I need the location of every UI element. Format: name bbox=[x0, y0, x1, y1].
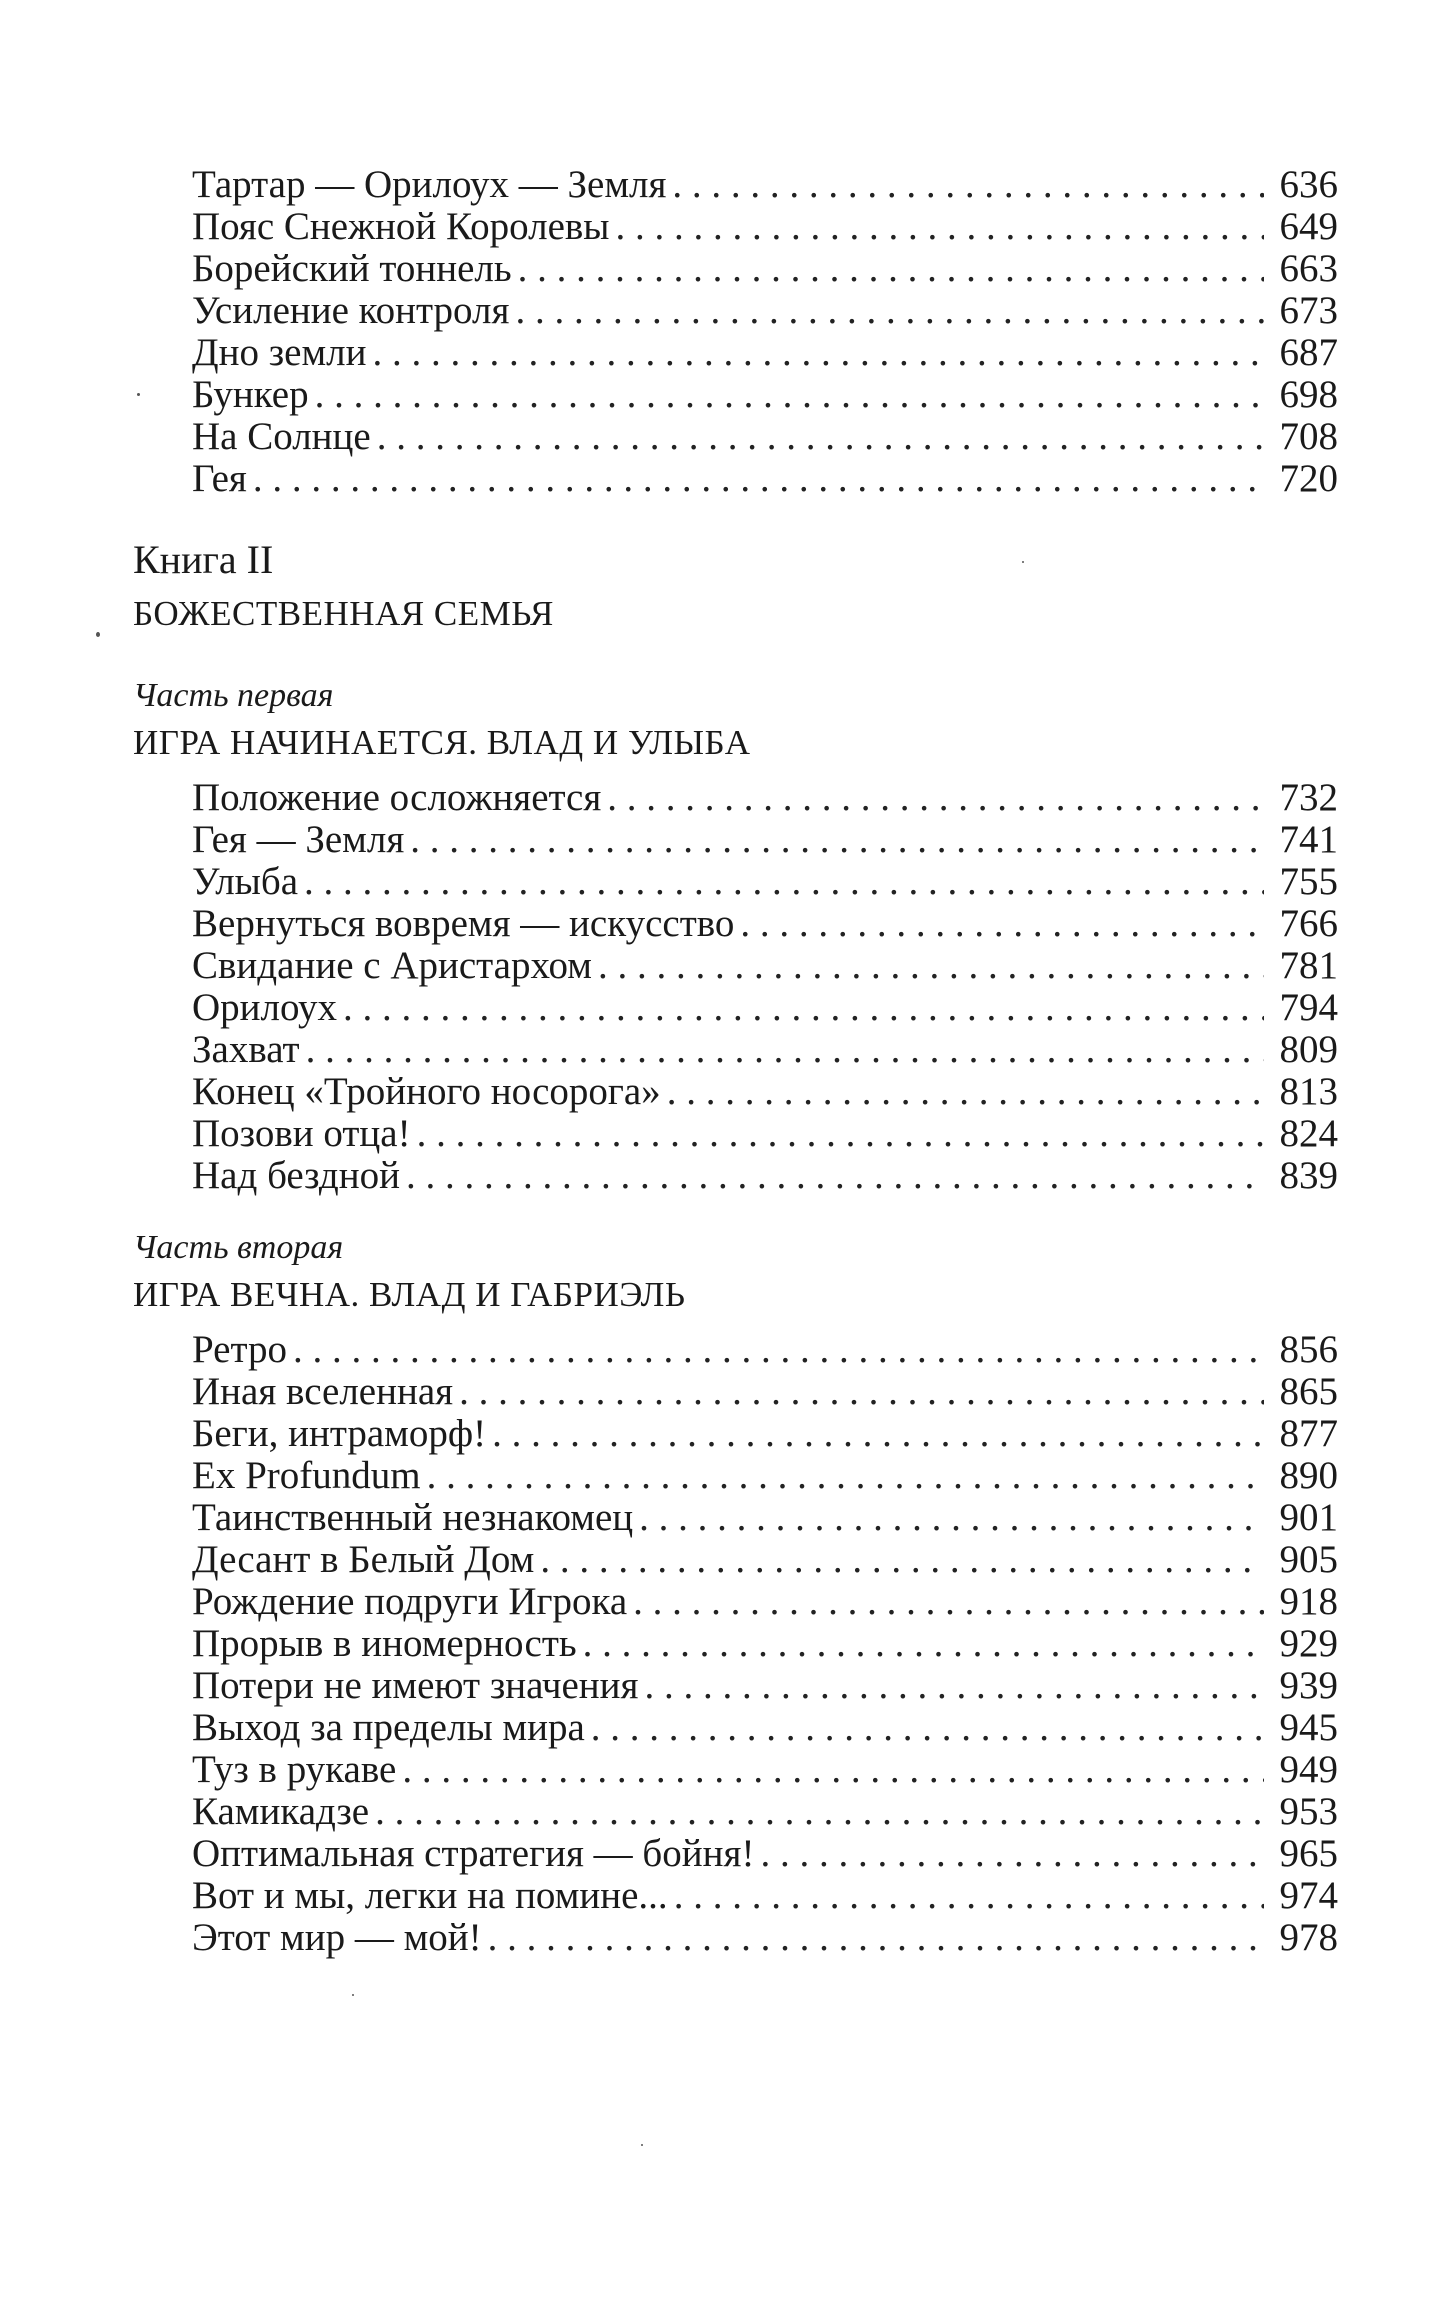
toc-top-list bbox=[192, 164, 1338, 500]
dot-leader bbox=[760, 1833, 1264, 1875]
entry-title: Иная вселенная bbox=[192, 1370, 454, 1413]
entry-title: Борейский тоннель bbox=[192, 247, 512, 290]
dot-leader bbox=[459, 1371, 1264, 1413]
entry-title: Таинственный незнакомец bbox=[192, 1496, 634, 1539]
toc-entry bbox=[192, 374, 1338, 416]
entry-page-number: 877 bbox=[1279, 1412, 1338, 1455]
entry-page-number: 663 bbox=[1279, 247, 1338, 290]
entry-page-number: 856 bbox=[1279, 1328, 1338, 1371]
dot-leader bbox=[293, 1329, 1264, 1371]
entry-page-number: 673 bbox=[1279, 289, 1338, 332]
toc-entry bbox=[192, 290, 1338, 332]
entry-page-number: 698 bbox=[1279, 373, 1338, 416]
book-label: Книга II bbox=[133, 537, 274, 582]
part-two-label: Часть вторая bbox=[133, 1229, 344, 1266]
part-one-label: Часть первая bbox=[133, 677, 334, 714]
entry-page-number: 809 bbox=[1279, 1028, 1338, 1071]
toc-entry bbox=[192, 819, 1338, 861]
entry-title: Свидание с Аристархом bbox=[192, 944, 592, 987]
dot-leader bbox=[377, 416, 1264, 458]
toc-entry bbox=[192, 248, 1338, 290]
entry-page-number: 929 bbox=[1279, 1622, 1338, 1665]
dot-leader bbox=[591, 1707, 1264, 1749]
toc-entry bbox=[192, 777, 1338, 819]
toc-entry bbox=[192, 206, 1338, 248]
part-two-title: ИГРА ВЕЧНА. ВЛАД И ГАБРИЭЛЬ bbox=[133, 1275, 686, 1314]
toc-entry bbox=[192, 1665, 1338, 1707]
entry-page-number: 918 bbox=[1279, 1580, 1338, 1623]
toc-entry bbox=[192, 903, 1338, 945]
entry-title: Вернуться вовремя — искусство bbox=[192, 902, 735, 945]
dot-leader bbox=[667, 1071, 1264, 1113]
entry-title: Выход за пределы мира bbox=[192, 1706, 585, 1749]
dot-leader bbox=[410, 819, 1264, 861]
entry-title: Захват bbox=[192, 1028, 300, 1071]
dot-leader bbox=[315, 374, 1264, 416]
toc-entry bbox=[192, 1539, 1338, 1581]
entry-page-number: 766 bbox=[1279, 902, 1338, 945]
entry-page-number: 890 bbox=[1279, 1454, 1338, 1497]
toc-entry bbox=[192, 861, 1338, 903]
toc-entry bbox=[192, 1155, 1338, 1197]
toc-entry bbox=[192, 1833, 1338, 1875]
dot-leader bbox=[515, 290, 1264, 332]
scan-speck bbox=[641, 2144, 643, 2146]
toc-entry bbox=[192, 1071, 1338, 1113]
scan-speck bbox=[352, 1994, 354, 1996]
toc-entry bbox=[192, 1875, 1338, 1917]
entry-page-number: 687 bbox=[1279, 331, 1338, 374]
entry-title: Прорыв в иномерность bbox=[192, 1622, 577, 1665]
entry-title: Ретро bbox=[192, 1328, 288, 1371]
entry-title: Беги, интраморф! bbox=[192, 1412, 487, 1455]
entry-page-number: 945 bbox=[1279, 1706, 1338, 1749]
toc-entry bbox=[192, 987, 1338, 1029]
dot-leader bbox=[583, 1623, 1264, 1665]
entry-title: Оптимальная стратегия — бойня! bbox=[192, 1832, 755, 1875]
entry-page-number: 708 bbox=[1279, 415, 1338, 458]
entry-title: Потери не имеют значения bbox=[192, 1664, 639, 1707]
toc-entry bbox=[192, 1455, 1338, 1497]
toc-entry bbox=[192, 1623, 1338, 1665]
toc-entry bbox=[192, 1581, 1338, 1623]
entry-title: Над бездной bbox=[192, 1154, 400, 1197]
dot-leader bbox=[740, 903, 1264, 945]
toc-entry bbox=[192, 1371, 1338, 1413]
entry-page-number: 939 bbox=[1279, 1664, 1338, 1707]
toc-entry bbox=[192, 164, 1338, 206]
dot-leader bbox=[518, 248, 1264, 290]
toc-entry bbox=[192, 458, 1338, 500]
entry-page-number: 953 bbox=[1279, 1790, 1338, 1833]
toc-entry bbox=[192, 1791, 1338, 1833]
toc-entry bbox=[192, 1917, 1338, 1959]
entry-title: Орилоух bbox=[192, 986, 338, 1029]
entry-title: Вот и мы, легки на помине... bbox=[192, 1874, 668, 1917]
entry-title: Гея — Земля bbox=[192, 818, 405, 861]
entry-page-number: 813 bbox=[1279, 1070, 1338, 1113]
dot-leader bbox=[306, 1029, 1264, 1071]
toc-entry bbox=[192, 332, 1338, 374]
toc-entry bbox=[192, 945, 1338, 987]
scan-speck bbox=[1022, 561, 1024, 563]
entry-page-number: 839 bbox=[1279, 1154, 1338, 1197]
dot-leader bbox=[616, 206, 1265, 248]
toc-entry bbox=[192, 416, 1338, 458]
entry-title: Бункер bbox=[192, 373, 309, 416]
entry-title: Пояс Снежной Королевы bbox=[192, 205, 610, 248]
entry-title: Положение осложняется bbox=[192, 776, 602, 819]
dot-leader bbox=[402, 1749, 1264, 1791]
entry-page-number: 965 bbox=[1279, 1832, 1338, 1875]
toc-part-one-list bbox=[192, 777, 1338, 1197]
entry-page-number: 649 bbox=[1279, 205, 1338, 248]
part-one-title: ИГРА НАЧИНАЕТСЯ. ВЛАД И УЛЫБА bbox=[133, 723, 751, 762]
dot-leader bbox=[375, 1791, 1264, 1833]
book-title: БОЖЕСТВЕННАЯ СЕМЬЯ bbox=[133, 594, 554, 633]
entry-page-number: 732 bbox=[1279, 776, 1338, 819]
dot-leader bbox=[674, 1875, 1264, 1917]
dot-leader bbox=[417, 1113, 1264, 1155]
dot-leader bbox=[406, 1155, 1264, 1197]
dot-leader bbox=[644, 1665, 1264, 1707]
entry-page-number: 949 bbox=[1279, 1748, 1338, 1791]
entry-page-number: 794 bbox=[1279, 986, 1338, 1029]
dot-leader bbox=[607, 777, 1264, 819]
scan-speck bbox=[96, 632, 100, 637]
entry-page-number: 720 bbox=[1279, 457, 1338, 500]
entry-title: Улыба bbox=[192, 860, 299, 903]
entry-page-number: 901 bbox=[1279, 1496, 1338, 1539]
dot-leader bbox=[427, 1455, 1264, 1497]
entry-page-number: 974 bbox=[1279, 1874, 1338, 1917]
entry-title: Рождение подруги Игрока bbox=[192, 1580, 628, 1623]
toc-entry bbox=[192, 1329, 1338, 1371]
entry-title: Конец «Тройного носорога» bbox=[192, 1070, 661, 1113]
dot-leader bbox=[540, 1539, 1264, 1581]
entry-page-number: 865 bbox=[1279, 1370, 1338, 1413]
dot-leader bbox=[639, 1497, 1264, 1539]
entry-page-number: 741 bbox=[1279, 818, 1338, 861]
dot-leader bbox=[633, 1581, 1264, 1623]
toc-entry bbox=[192, 1749, 1338, 1791]
dot-leader bbox=[672, 164, 1264, 206]
entry-title: Усиление контроля bbox=[192, 289, 510, 332]
toc-entry bbox=[192, 1707, 1338, 1749]
entry-page-number: 636 bbox=[1279, 163, 1338, 206]
dot-leader bbox=[253, 458, 1264, 500]
entry-title: На Солнце bbox=[192, 415, 371, 458]
entry-title: Туз в рукаве bbox=[192, 1748, 397, 1791]
entry-title: Позови отца! bbox=[192, 1112, 411, 1155]
entry-title: Ex Profundum bbox=[192, 1454, 421, 1497]
entry-page-number: 755 bbox=[1279, 860, 1338, 903]
entry-title: Этот мир — мой! bbox=[192, 1916, 482, 1959]
entry-page-number: 978 bbox=[1279, 1916, 1338, 1959]
entry-title: Дно земли bbox=[192, 331, 367, 374]
toc-entry bbox=[192, 1029, 1338, 1071]
entry-title: Гея bbox=[192, 457, 247, 500]
dot-leader bbox=[492, 1413, 1264, 1455]
entry-page-number: 824 bbox=[1279, 1112, 1338, 1155]
entry-title: Камикадзе bbox=[192, 1790, 370, 1833]
entry-page-number: 781 bbox=[1279, 944, 1338, 987]
entry-title: Тартар — Орилоух — Земля bbox=[192, 163, 667, 206]
dot-leader bbox=[488, 1917, 1264, 1959]
entry-title: Десант в Белый Дом bbox=[192, 1538, 535, 1581]
entry-page-number: 905 bbox=[1279, 1538, 1338, 1581]
toc-entry bbox=[192, 1113, 1338, 1155]
dot-leader bbox=[372, 332, 1264, 374]
dot-leader bbox=[598, 945, 1264, 987]
toc-entry bbox=[192, 1413, 1338, 1455]
dot-leader bbox=[343, 987, 1264, 1029]
toc-part-two-list bbox=[192, 1329, 1338, 1959]
scan-speck bbox=[137, 393, 140, 396]
dot-leader bbox=[304, 861, 1264, 903]
toc-entry bbox=[192, 1497, 1338, 1539]
